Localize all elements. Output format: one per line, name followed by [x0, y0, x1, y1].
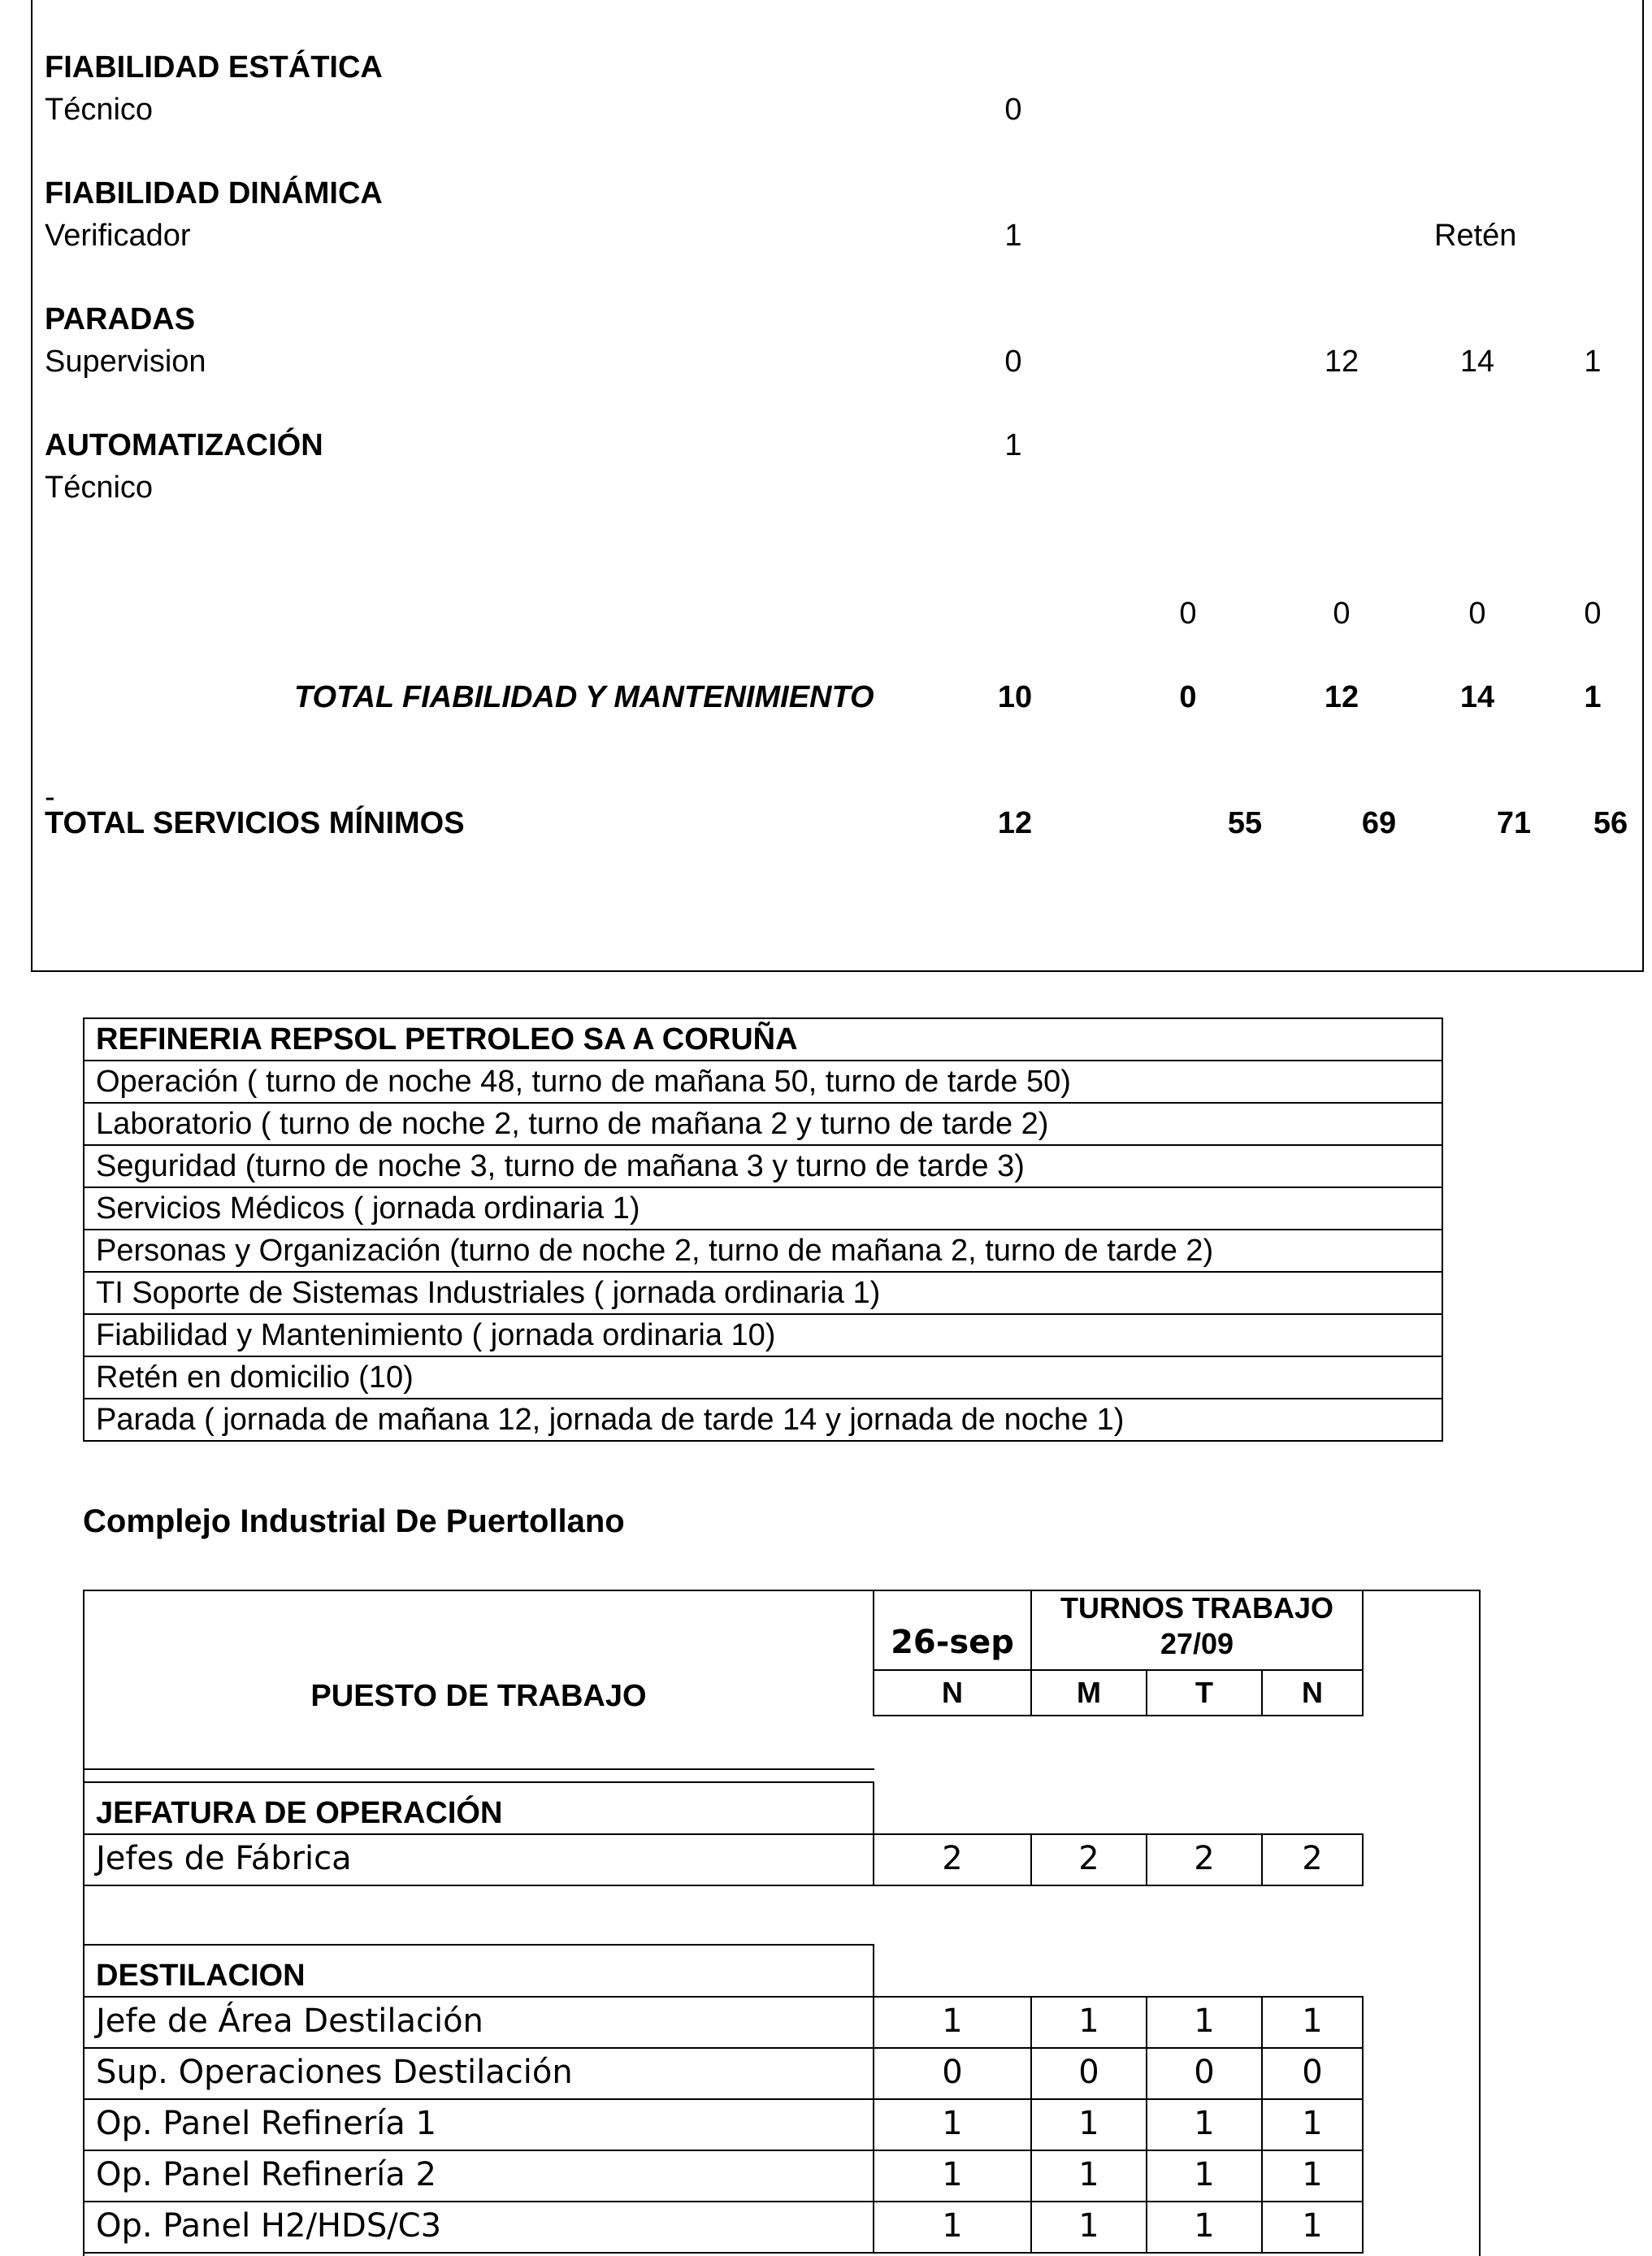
total-sm-value: 56 [1593, 806, 1628, 840]
row-value: 1 [1194, 2105, 1215, 2142]
frame-bottom-line [31, 970, 1644, 972]
row-value: 1 [1078, 2156, 1099, 2193]
row-value: 1 [1078, 2105, 1099, 2142]
col-header-puesto: PUESTO DE TRABAJO [310, 1679, 647, 1713]
reten-label: Retén [1434, 219, 1517, 253]
table-row [84, 1356, 1442, 1399]
value-cell: 0 [1004, 93, 1022, 127]
row-value: 1 [942, 2105, 963, 2142]
group-title-fiabilidad-dinamica: FIABILIDAD DINÁMICA [45, 176, 383, 210]
row-value: 2 [1194, 1840, 1215, 1877]
row-value: 1 [942, 2002, 963, 2040]
table-row [84, 1061, 1442, 1103]
section-title: JEFATURA DE OPERACIÓN [96, 1796, 503, 1830]
repsol-row: Retén en domicilio (10) [84, 1356, 1442, 1399]
date2-label: 27/09 [1160, 1627, 1234, 1660]
repsol-row: Fiabilidad y Mantenimiento ( jornada ordinaria 10) [84, 1314, 1442, 1356]
value-cell: 0 [1004, 345, 1022, 379]
total-fm-label: TOTAL FIABILIDAD Y MANTENIMIENTO [294, 680, 874, 714]
total-sm-label: TOTAL SERVICIOS MÍNIMOS [45, 806, 465, 840]
row-name: Op. Panel Refinería 2 [96, 2156, 436, 2193]
row-value: 0 [1194, 2054, 1215, 2091]
table-row [84, 1314, 1442, 1356]
row-name: Jefe de Área Destilación [96, 2002, 483, 2040]
repsol-row: Parada ( jornada de mañana 12, jornada de tarde 14 y jornada de noche 1) [84, 1399, 1442, 1441]
value-cell: 1 [1004, 428, 1022, 462]
repsol-row: TI Soporte de Sistemas Industriales ( jornada ordinaria 1) [84, 1272, 1442, 1314]
group-role: Técnico [45, 93, 154, 127]
row-name: Jefes de Fábrica [96, 1840, 352, 1877]
frame-left-line [31, 0, 33, 972]
table-row [84, 1399, 1442, 1441]
group-title-fiabilidad-estatica: FIABILIDAD ESTÁTICA [45, 50, 383, 85]
value-cell: 1 [1584, 345, 1602, 379]
row-value: 1 [1302, 2156, 1323, 2193]
total-fm-value: 14 [1459, 680, 1495, 714]
row-name: Op. Panel Refinería 1 [96, 2105, 436, 2142]
value-cell: 0 [1333, 597, 1351, 631]
group-role: Técnico [45, 471, 154, 505]
table-right-line [1479, 1590, 1481, 2256]
total-sm-value: 12 [997, 806, 1033, 840]
row-value: 2 [1078, 1840, 1099, 1877]
row-value: 1 [1078, 2207, 1099, 2245]
shift-label: T [1195, 1676, 1213, 1709]
shift-label: N [1302, 1676, 1323, 1709]
dash-mark: - [45, 780, 55, 814]
total-fm-value: 1 [1584, 680, 1602, 714]
total-sm-value: 55 [1227, 806, 1263, 840]
group-title-paradas: PARADAS [45, 302, 196, 336]
table-row [84, 1230, 1442, 1272]
repsol-row: Seguridad (turno de noche 3, turno de mañana 3 y turno de tarde 3) [84, 1145, 1442, 1187]
value-cell: 0 [1584, 597, 1602, 631]
table-row [84, 1145, 1442, 1187]
turnos-label: TURNOS TRABAJO [1060, 1591, 1333, 1625]
shift-label: M [1077, 1676, 1101, 1709]
row-value: 1 [1194, 2207, 1215, 2245]
value-cell: 12 [1324, 345, 1359, 379]
repsol-table [83, 1017, 1443, 1442]
row-value: 1 [1302, 2105, 1323, 2142]
table-row [84, 1103, 1442, 1145]
row-value: 1 [1194, 2156, 1215, 2193]
row-name: Sup. Operaciones Destilación [96, 2054, 573, 2091]
group-role: Supervision [45, 345, 206, 379]
row-name: Op. Panel H2/HDS/C3 [96, 2207, 442, 2245]
value-cell: 14 [1459, 345, 1495, 379]
row-value: 2 [942, 1840, 963, 1877]
row-value: 0 [1078, 2054, 1099, 2091]
table-row [84, 1018, 1442, 1061]
row-value: 1 [942, 2156, 963, 2193]
repsol-row: Personas y Organización (turno de noche 2, turno de mañana 2, turno de tarde 2) [84, 1230, 1442, 1272]
repsol-row: Servicios Médicos ( jornada ordinaria 1) [84, 1187, 1442, 1230]
row-value: 1 [1302, 2207, 1323, 2245]
shift-label: N [942, 1676, 963, 1709]
table-row [84, 1272, 1442, 1314]
puertollano-heading: Complejo Industrial De Puertollano [83, 1503, 625, 1539]
value-cell: 0 [1468, 597, 1486, 631]
row-value: 1 [1078, 2002, 1099, 2040]
row-value: 2 [1302, 1840, 1323, 1877]
total-sm-value: 71 [1496, 806, 1532, 840]
group-role: Verificador [45, 219, 191, 253]
value-cell: 0 [1179, 597, 1197, 631]
value-cell: 1 [1004, 219, 1022, 253]
date1-label: 26-sep [891, 1624, 1014, 1661]
table-row [84, 1187, 1442, 1230]
row-value: 1 [942, 2207, 963, 2245]
total-fm-value: 12 [1324, 680, 1359, 714]
total-sm-value: 69 [1361, 806, 1397, 840]
total-fm-value: 10 [997, 680, 1033, 714]
row-value: 0 [942, 2054, 963, 2091]
header-bottom-line [83, 1768, 874, 1770]
row-value: 0 [1302, 2054, 1323, 2091]
row-value: 1 [1194, 2002, 1215, 2040]
total-fm-value: 0 [1179, 680, 1197, 714]
repsol-row: Laboratorio ( turno de noche 2, turno de mañana 2 y turno de tarde 2) [84, 1103, 1442, 1145]
repsol-row: Operación ( turno de noche 48, turno de mañana 50, turno de tarde 50) [84, 1061, 1442, 1103]
group-title-automatizacion: AUTOMATIZACIÓN [45, 428, 323, 462]
section-title: DESTILACION [96, 1959, 306, 1993]
row-value: 1 [1302, 2002, 1323, 2040]
repsol-title: REFINERIA REPSOL PETROLEO SA A CORUÑA [84, 1018, 1442, 1061]
